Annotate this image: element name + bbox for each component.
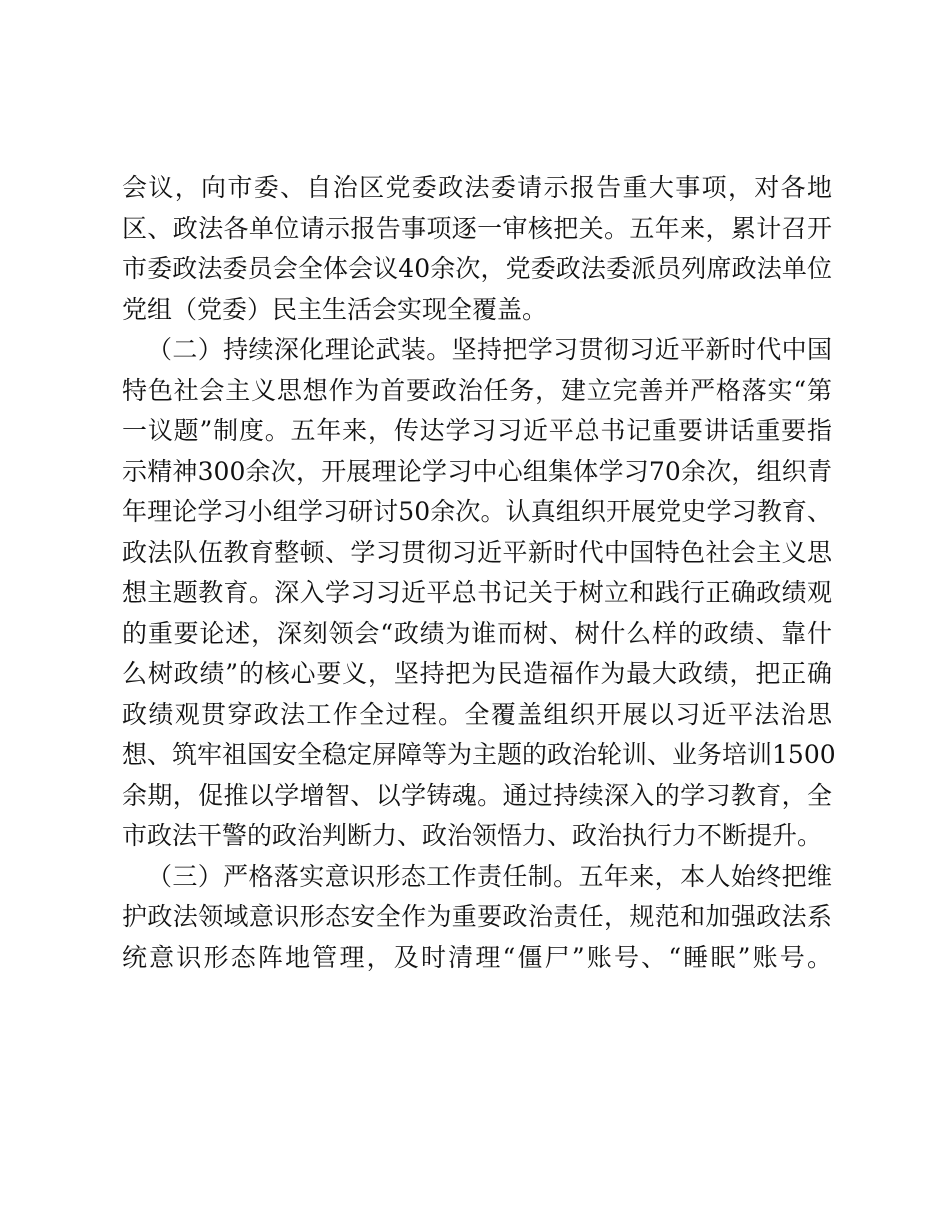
text-line: 区、政法各单位请示报告事项逐一审核把关。五年来，累计召开 xyxy=(122,213,832,243)
text-line: 余期，促推以学增智、以学铸魂。通过持续深入的学习教育，全 xyxy=(122,780,832,810)
text-line: 一议题”制度。五年来，传达学习习近平总书记重要讲话重要指 xyxy=(122,416,832,445)
section-heading-line: （二）持续深化理论武装。坚持把学习贯彻习近平新时代中国 xyxy=(147,335,832,364)
text-line: 示精神300余次，开展理论学习中心组集体学习70余次，组织青 xyxy=(122,456,832,486)
text-line: 年理论学习小组学习研讨50余次。认真组织开展党史学习教育、 xyxy=(122,497,832,526)
text-line: 么树政绩”的核心要义，坚持把为民造福作为最大政绩，把正确 xyxy=(122,659,832,688)
text-line: 政绩观贯穿政法工作全过程。全覆盖组织开展以习近平法治思 xyxy=(122,699,832,729)
text-line: 想主题教育。深入学习习近平总书记关于树立和践行正确政绩观 xyxy=(122,578,832,607)
text-line: 的重要论述，深刻领会“政绩为谁而树、树什么样的政绩、靠什 xyxy=(122,618,832,648)
text-line: 特色社会主义思想作为首要政治任务，建立完善并严格落实“第 xyxy=(122,375,832,405)
text-line: 统意识形态阵地管理，及时清理“僵尸”账号、“睡眠”账号。 xyxy=(122,942,832,972)
text-line: 市政法干警的政治判断力、政治领悟力、政治执行力不断提升。 xyxy=(122,821,823,850)
document-body xyxy=(122,168,836,978)
text-line: 想、筑牢祖国安全稳定屏障等为主题的政治轮训、业务培训1500 xyxy=(122,740,836,769)
section-heading-line: （三）严格落实意识形态工作责任制。五年来，本人始终把维 xyxy=(147,861,832,891)
text-line: 市委政法委员会全体会议40余次，党委政法委派员列席政法单位 xyxy=(122,254,832,283)
text-line: 政法队伍教育整顿、学习贯彻习近平新时代中国特色社会主义思 xyxy=(122,537,832,567)
text-line: 会议，向市委、自治区党委政法委请示报告重大事项，对各地 xyxy=(122,173,832,202)
text-line: 护政法领域意识形态安全作为重要政治责任，规范和加强政法系 xyxy=(122,902,832,931)
text-line: 党组（党委）民主生活会实现全覆盖。 xyxy=(122,294,548,324)
